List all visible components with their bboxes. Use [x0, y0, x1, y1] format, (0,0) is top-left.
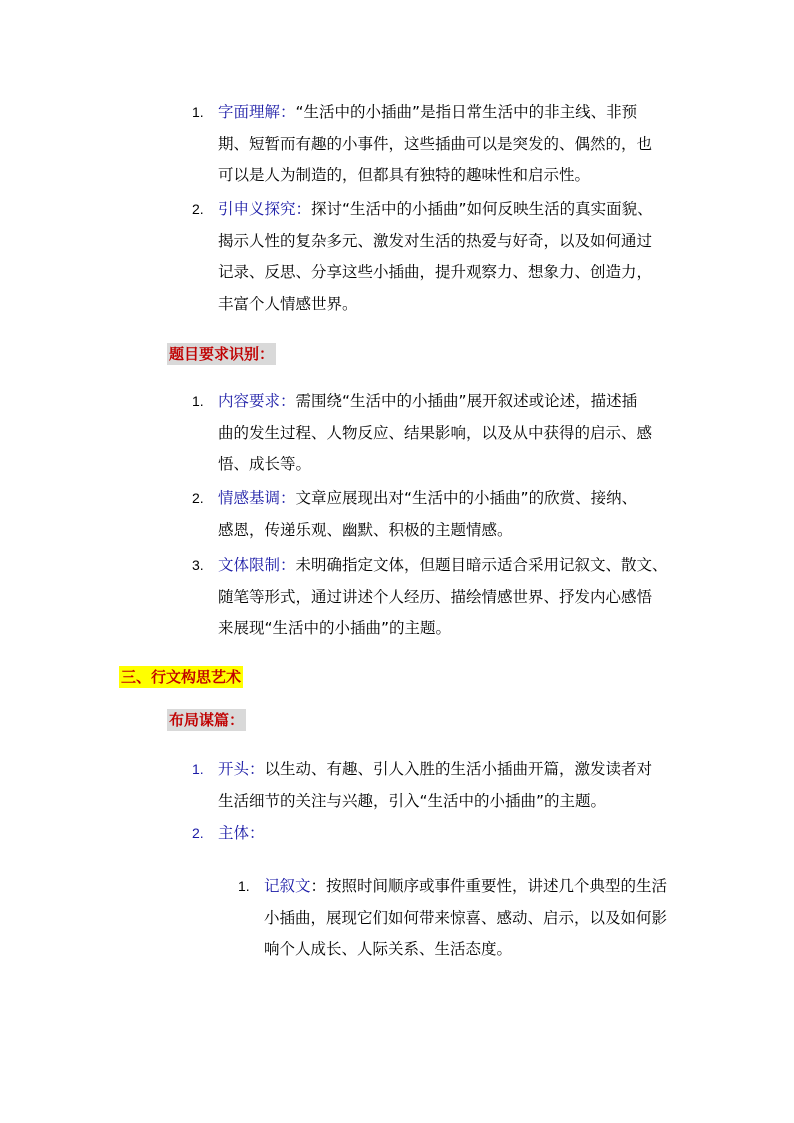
heading-requirements: 题目要求识别：: [169, 345, 275, 363]
item-lead: 情感基调：: [218, 489, 296, 507]
item-lead: 引申义探究：: [218, 200, 312, 218]
list-number: 2.: [192, 201, 204, 217]
list-number: 1.: [192, 104, 204, 120]
list-text: [218, 818, 678, 850]
list-number: 2.: [192, 490, 204, 506]
heading-art: 三、行文构思艺术: [121, 668, 242, 686]
list-text: 情感基调：文章应展现出对“生活中的小插曲”的欣赏、接纳、 感恩，传递乐观、幽默、积极的主题情感。: [218, 489, 638, 539]
list-number: 1.: [238, 878, 250, 894]
list-number: 1.: [192, 393, 204, 409]
list-text: 开头：以生动、有趣、引人入胜的生活小插曲开篇，激发读者对 生活细节的关注与兴趣，引入“生活中的小插曲”的主题。: [218, 760, 653, 810]
heading-layout: 布局谋篇：: [169, 711, 245, 729]
list-text: 字面理解：“生活中的小插曲”是指日常生活中的非主线、非预 期、短暂而有趣的小事件，这些插曲可以是突发的、偶然的，也 可以是人为制造的，但都具有独特的趣味性和启示性。: [218, 103, 653, 184]
item-lead: 记叙文: [264, 877, 311, 895]
item-lead: 开头：: [218, 760, 265, 778]
list-number: 1.: [192, 761, 204, 777]
item-lead: 文体限制：: [218, 556, 296, 574]
list-text: 引申义探究：探讨“生活中的小插曲”如何反映生活的真实面貌、 揭示人性的复杂多元、激发对生活的热爱与好奇，以及如何通过 记录、反思、分享这些小插曲，提升观察力、想象力、创造力， 丰富个人情感世界。: [218, 200, 653, 313]
list-number: 3.: [192, 557, 204, 573]
item-lead: 字面理解：: [218, 103, 296, 121]
list-number: 2.: [192, 825, 204, 841]
list-text: 记叙文：按照时间顺序或事件重要性，讲述几个典型的生活 小插曲，展现它们如何带来惊喜、感动、启示，以及如何影 响个人成长、人际关系、生活态度。: [264, 877, 668, 958]
item-lead: 主体：: [218, 824, 265, 842]
item-lead: 内容要求：: [218, 392, 296, 410]
list-text: 文体限制：未明确指定文体，但题目暗示适合采用记叙文、散文、 随笔等形式，通过讲述个人经历、描绘情感世界、抒发内心感悟 来展现“生活中的小插曲”的主题。: [218, 556, 668, 637]
list-text: 内容要求：需围绕“生活中的小插曲”展开叙述或论述，描述插 曲的发生过程、人物反应、结果影响，以及从中获得的启示、感 悟、成长等。: [218, 392, 653, 473]
